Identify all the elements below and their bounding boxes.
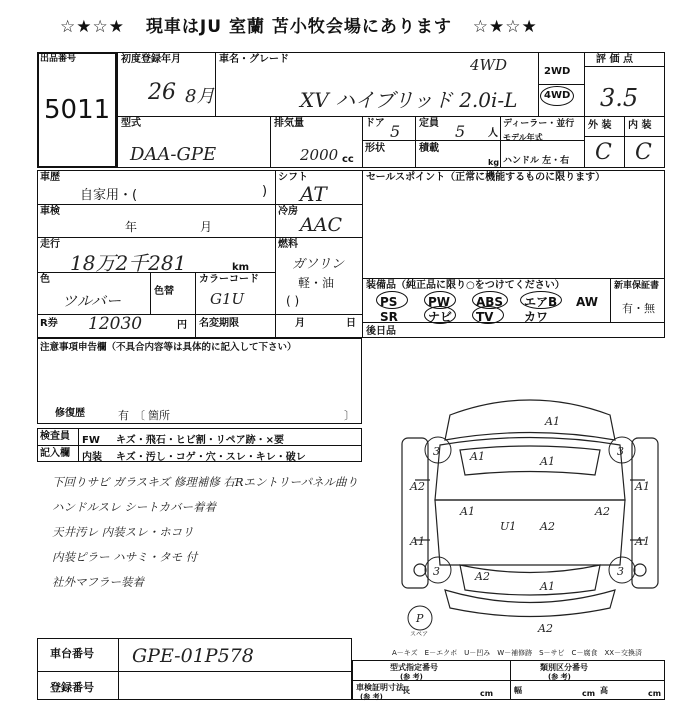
cert-l: 長 xyxy=(402,686,410,695)
insp-replace: ・×要 xyxy=(255,435,285,446)
note-line-2: ハンドルスレ シートカバー着着 xyxy=(52,500,216,514)
insp-tear: ・破レ xyxy=(275,452,306,463)
mark-14: A2 xyxy=(538,622,553,635)
handle-label: ハンドル 左・右 xyxy=(503,156,570,166)
circle-number-fr: 3 xyxy=(617,445,624,458)
repair-detail: 箇所 xyxy=(148,409,170,422)
cert-length-label: 車検証明寸法 xyxy=(356,683,404,692)
car-damage-diagram xyxy=(380,380,680,640)
mark-5: A1 xyxy=(635,480,650,493)
sales-point-label: セールスポイント（正常に機能するものに限ります） xyxy=(366,172,606,183)
displacement-unit: cc xyxy=(342,154,354,165)
cert-w-unit: cm xyxy=(582,689,596,698)
mark-2: A1 xyxy=(470,450,485,463)
circle-number-rl: 3 xyxy=(433,565,440,578)
mark-13: A1 xyxy=(540,580,555,593)
header-title-row xyxy=(60,12,538,37)
mark-9: A2 xyxy=(540,520,555,533)
repair-value: 有 xyxy=(118,409,129,422)
equipment-label: 装備品（純正品に限り○をつけてください） xyxy=(366,280,565,291)
chassis-label: 車台番号 xyxy=(50,647,94,660)
equip-pw: PW xyxy=(428,295,451,309)
inspector-row-2 xyxy=(82,448,306,463)
cert-length-sub: (参 考) xyxy=(360,693,383,701)
mark-6: A1 xyxy=(460,505,475,518)
circle-number-rr: 3 xyxy=(617,565,624,578)
color-label: 色 xyxy=(40,274,50,285)
drive-2wd: 2WD xyxy=(544,66,571,77)
rating-score: 3.5 xyxy=(600,84,639,112)
mark-8: U1 xyxy=(500,520,517,533)
stars-left: ☆★☆★ xyxy=(60,17,125,37)
note-line-5: 社外マフラー装着 xyxy=(52,575,144,589)
spare-label: スペア xyxy=(410,631,429,638)
drive-4wd-circle xyxy=(540,86,574,106)
cert-w: 幅 xyxy=(514,686,522,695)
designation-sub: (参 考) xyxy=(400,673,423,681)
note-line-1: 下回りサビ ガラスキズ 修理補修 右Rエントリーパネル曲り xyxy=(52,475,358,489)
cert-h: 高 xyxy=(600,686,608,695)
category-label: 類別区分番号 xyxy=(540,663,588,672)
mark-7: A2 xyxy=(595,505,610,518)
model-name: XV ハイブリッド 2.0i-L xyxy=(300,88,518,112)
damage-legend: A－キズ E－エクボ U－凹み W－補修跡 S－サビ C－腐食 XX－交換済 xyxy=(392,649,643,657)
model-drive-note: 4WD xyxy=(470,56,507,74)
damage-circles xyxy=(408,437,635,630)
color-code-value: G1U xyxy=(210,290,245,308)
load-label: 積載 xyxy=(419,143,439,154)
insp-burn: ・コゲ xyxy=(165,452,196,463)
equip-leather: カワ xyxy=(524,310,549,324)
name-change-label: 名変期限 xyxy=(199,318,239,329)
registration-year: 26 xyxy=(148,80,176,105)
inspector-label: 検査員 xyxy=(40,431,70,442)
insp-crack: ・ヒビ割 xyxy=(165,435,206,446)
insp-cut: ・キレ xyxy=(245,452,276,463)
fuel-value: ガソリン xyxy=(292,257,345,272)
equip-tv: TV xyxy=(476,310,494,324)
interior-grade: C xyxy=(635,140,652,165)
insp-fw: FW xyxy=(82,435,100,446)
history-close: ) xyxy=(262,184,268,199)
mark-1: A1 xyxy=(545,415,560,428)
displacement-value: 2000 xyxy=(300,146,339,164)
lot-label: 出品番号 xyxy=(40,54,77,64)
color-value: ツルバー xyxy=(62,292,121,310)
recycle-label: R券 xyxy=(40,318,58,329)
warranty-label: 新車保証書 xyxy=(614,281,660,291)
mark-3: A1 xyxy=(540,455,555,468)
doors-label: ドア xyxy=(365,118,385,129)
insp-interior: 内装 xyxy=(82,452,102,463)
circle-number-fl: 3 xyxy=(433,445,440,458)
type-label: 型式 xyxy=(121,118,141,129)
name-change-month: 月 xyxy=(295,318,305,329)
cert-h-unit: cm xyxy=(648,689,662,698)
inspection-label: 車検 xyxy=(40,206,60,217)
page-title: 現車はJU 室蘭 苫小牧会場にあります xyxy=(145,17,452,37)
exterior-grade: C xyxy=(595,140,612,165)
mileage-unit: km xyxy=(232,262,250,273)
inspection-year: 年 xyxy=(125,220,138,234)
color-change-label: 色替 xyxy=(154,286,174,297)
type-value: DAA-GPE xyxy=(130,144,217,165)
chassis-value: GPE-01P578 xyxy=(132,645,254,667)
notes-label: 注意事項申告欄（不具合内容等は具体的に記入して下さい） xyxy=(40,342,297,353)
mark-12: A2 xyxy=(475,570,490,583)
spare-mark: P xyxy=(416,612,424,625)
lot-number: 5011 xyxy=(44,95,111,125)
equip-ps: PS xyxy=(380,295,398,309)
insp-int-scratch: キズ xyxy=(116,452,136,463)
fuel-paren: ( ) xyxy=(286,294,300,308)
fuel-alt: 軽・油 xyxy=(298,276,335,290)
capacity-label: 定員 xyxy=(419,118,439,129)
note-line-4: 内装ピラー ハサミ・タモ 付 xyxy=(52,550,198,564)
shape-label: 形状 xyxy=(365,143,385,154)
drive-4wd: 4WD xyxy=(544,90,571,101)
interior-label: 内 装 xyxy=(628,120,652,131)
repair-bracket-close: 〕 xyxy=(344,409,355,422)
rating-label: 評 価 点 xyxy=(596,54,633,65)
repair-label: 修復歴 xyxy=(55,408,85,419)
equip-airbag: エアB xyxy=(524,295,558,309)
ac-value: AAC xyxy=(300,214,342,236)
insp-wear: ・スレ xyxy=(215,452,246,463)
load-unit: kg xyxy=(488,158,500,167)
registration-month: 8月 xyxy=(185,86,215,107)
note-line-3: 天井汚レ 内装スレ・ホコリ xyxy=(52,525,194,539)
dealer-label: ディーラー・並行 xyxy=(503,119,575,129)
inspector-row-1 xyxy=(82,431,284,446)
shift-value: AT xyxy=(300,182,327,206)
history-value: 自家用・( xyxy=(80,188,138,203)
color-code-label: カラーコード xyxy=(199,274,259,285)
cert-l-unit: cm xyxy=(480,689,494,698)
category-sub: (参 考) xyxy=(548,673,571,681)
name-change-day: 日 xyxy=(346,318,356,329)
mark-11: A1 xyxy=(635,535,650,548)
recycle-unit: 円 xyxy=(177,320,187,331)
model-label: 車名・グレード xyxy=(219,54,289,65)
insp-scratch: キズ xyxy=(116,435,136,446)
history-label: 車歴 xyxy=(40,172,60,183)
equip-sr: SR xyxy=(380,310,398,324)
model-year-label: モデル年式 xyxy=(503,133,543,142)
capacity-unit: 人 xyxy=(488,128,498,139)
repair-bracket-open: 〔 xyxy=(134,409,145,422)
recycle-value: 12030 xyxy=(88,314,143,334)
capacity-value: 5 xyxy=(455,122,466,141)
insp-chip: ・飛石 xyxy=(135,435,166,446)
reg-no-label: 登録番号 xyxy=(50,681,94,694)
stars-right: ☆★☆★ xyxy=(472,17,538,37)
displacement-label: 排気量 xyxy=(274,118,304,129)
mark-10: A1 xyxy=(410,535,425,548)
registration-label: 初度登録年月 xyxy=(121,54,181,65)
fuel-label: 燃料 xyxy=(278,239,298,250)
warranty-value: 有・無 xyxy=(622,302,655,315)
insp-hole: ・穴 xyxy=(195,452,216,463)
designation-label: 型式指定番号 xyxy=(390,663,438,672)
entry-label: 記入欄 xyxy=(40,448,70,459)
mark-4: A2 xyxy=(410,480,425,493)
exterior-label: 外 装 xyxy=(588,120,612,131)
equip-navi: ナビ xyxy=(428,310,453,324)
equip-aw: AW xyxy=(576,295,598,309)
mileage-label: 走行 xyxy=(40,239,60,250)
shift-label: シフト xyxy=(278,172,308,183)
doors-value: 5 xyxy=(390,122,401,141)
ac-label: 冷房 xyxy=(278,206,298,217)
insp-dirt: ・汚し xyxy=(135,452,166,463)
insp-repair: ・リペア跡 xyxy=(205,435,256,446)
inspection-month: 月 xyxy=(200,220,213,234)
mileage-value: 18万2千281 xyxy=(70,251,187,275)
post-items-label: 後日品 xyxy=(366,326,396,337)
equip-abs: ABS xyxy=(476,295,504,309)
